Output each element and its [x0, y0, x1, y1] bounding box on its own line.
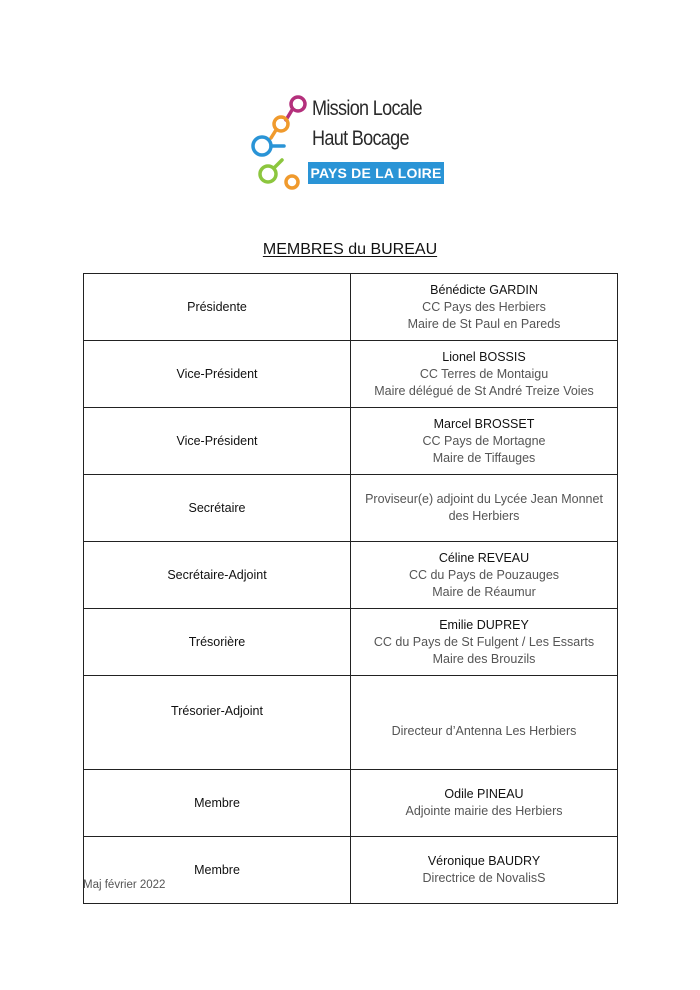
table-row: [84, 676, 618, 770]
member-name: Emilie DUPREY: [439, 617, 529, 632]
table-row: [84, 274, 618, 341]
table-row: [84, 475, 618, 542]
logo-band: PAYS DE LA LOIRE: [308, 162, 444, 184]
member-detail: Directrice de NovalisS: [422, 871, 546, 885]
member-detail: Maire de Tiffauges: [432, 450, 536, 465]
document-title: MEMBRES du BUREAU: [262, 241, 438, 258]
table-row: [84, 341, 618, 408]
member-detail: Maire délégué de St André Treize Voies: [374, 383, 594, 398]
logo: [248, 90, 448, 200]
role-cell: Vice-Président: [84, 341, 351, 408]
member-cell: [351, 408, 618, 475]
member-detail: Adjointe mairie des Herbiers: [405, 804, 563, 818]
role-cell: Secrétaire: [84, 475, 351, 542]
member-detail: CC Pays de Mortagne: [422, 433, 546, 448]
role-cell: Vice-Président: [84, 408, 351, 475]
member-cell: [351, 341, 618, 408]
members-table: [83, 273, 618, 904]
member-detail: Directeur d’Antenna Les Herbiers: [391, 724, 577, 738]
role-cell: Secrétaire-Adjoint: [84, 542, 351, 609]
member-cell: [351, 770, 618, 837]
member-detail: Maire de St Paul en Pareds: [407, 316, 561, 331]
table-row: [84, 542, 618, 609]
member-detail: Proviseur(e) adjoint du Lycée Jean Monnet: [365, 492, 603, 506]
logo-text-line1: Mission Locale: [312, 97, 422, 120]
role-cell: Membre: [84, 770, 351, 837]
member-name: Marcel BROSSET: [433, 416, 535, 431]
table-row: [84, 770, 618, 837]
logo-icon: [248, 90, 310, 200]
member-name: Céline REVEAU: [438, 550, 530, 565]
member-name: Véronique BAUDRY: [427, 854, 541, 868]
member-detail: CC du Pays de Pouzauges: [408, 567, 560, 582]
member-name: Lionel BOSSIS: [442, 349, 526, 364]
update-date: Maj février 2022: [83, 879, 166, 891]
role-cell: Membre: [84, 837, 351, 904]
member-cell: [351, 609, 618, 676]
role-cell: Présidente: [84, 274, 351, 341]
table-row: [84, 408, 618, 475]
member-cell: [351, 676, 618, 770]
member-detail: Maire des Brouzils: [432, 651, 536, 666]
role-cell: Trésorier-Adjoint: [84, 676, 351, 770]
member-cell: [351, 837, 618, 904]
member-name: Bénédicte GARDIN: [430, 282, 538, 297]
member-detail: CC Terres de Montaigu: [419, 366, 549, 381]
member-cell: [351, 542, 618, 609]
member-detail: CC du Pays de St Fulgent / Les Essarts: [373, 634, 595, 649]
member-name: Odile PINEAU: [444, 787, 524, 801]
member-cell: [351, 274, 618, 341]
table-row: [84, 609, 618, 676]
logo-text-line2: Haut Bocage: [312, 127, 409, 150]
role-cell: Trésorière: [84, 609, 351, 676]
member-cell: [351, 475, 618, 542]
member-detail: Maire de Réaumur: [432, 584, 536, 599]
member-detail: CC Pays des Herbiers: [422, 299, 546, 314]
table-row: [84, 837, 618, 904]
member-detail: des Herbiers: [448, 509, 520, 523]
